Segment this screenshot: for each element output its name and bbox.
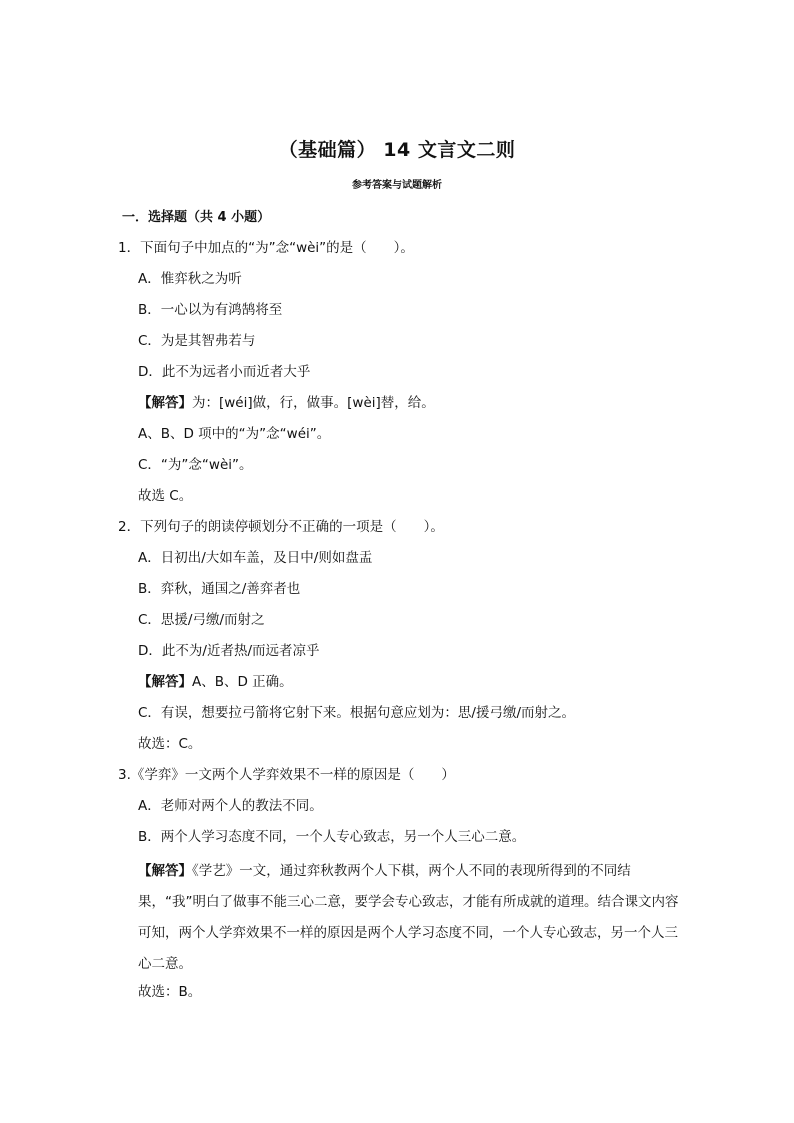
analysis-tag: 【解答】 xyxy=(138,863,192,879)
analysis-line: 故选：C。 xyxy=(138,736,202,752)
page-subtitle: 参考答案与试题解析 xyxy=(352,180,442,191)
analysis-line: C．“为”念“wèi”。 xyxy=(138,457,253,473)
answer-option: B．两个人学习态度不同，一个人专心致志，另一个人三心二意。 xyxy=(138,829,526,845)
answer-option: C．思援/弓缴/而射之 xyxy=(138,612,265,628)
answer-option: D．此不为远者小而近者大乎 xyxy=(138,364,311,380)
analysis-line xyxy=(118,391,688,422)
analysis-line: 故选：B。 xyxy=(138,984,202,1000)
analysis-text: A、B、D 正确。 xyxy=(192,674,293,690)
page-title: （基础篇） 14 文言文二则 xyxy=(278,139,516,161)
analysis-line: A、B、D 项中的“为”念“wéi”。 xyxy=(138,426,331,442)
answer-option: B．弈秋，通国之/善弈者也 xyxy=(138,581,301,597)
analysis-text: 《学艺》一文，通过弈秋教两个人下棋，两个人不同的表现所得到的不同结果，“我”明白了做事不能三心二意，要学会专心致志，才能有所成就的道理。结合课文内容可知，两个人学弈效果不一样的原因是两个人学习态度不同，一个人专心致志，另一个人三心二意。 xyxy=(138,863,679,972)
question-stem: 2．下列句子的朗读停顿划分不正确的一项是（ ）。 xyxy=(118,519,444,535)
analysis-text: 为：[wéi]做，行，做事。[wèi]替，给。 xyxy=(192,395,435,411)
answer-option: A．老师对两个人的教法不同。 xyxy=(138,798,323,814)
analysis-line xyxy=(118,670,688,701)
answer-option: D．此不为/近者热/而远者凉乎 xyxy=(138,643,320,659)
analysis-tag: 【解答】 xyxy=(138,395,192,411)
question-stem: 3.《学弈》一文两个人学弈效果不一样的原因是（ ） xyxy=(118,767,455,783)
analysis-paragraph xyxy=(118,856,688,980)
analysis-line: C．有误，想要拉弓箭将它射下来。根据句意应划为：思/援弓缴/而射之。 xyxy=(138,705,576,721)
answer-option: C．为是其智弗若与 xyxy=(138,333,256,349)
question-stem: 1．下面句子中加点的“为”念“wèi”的是（ ）。 xyxy=(118,240,414,256)
analysis-tag: 【解答】 xyxy=(138,674,192,690)
section-heading: 一．选择题（共 4 小题） xyxy=(122,210,271,225)
answer-option: A．日初出/大如车盖，及日中/则如盘盂 xyxy=(138,550,373,566)
answer-option: B．一心以为有鸿鹄将至 xyxy=(138,302,283,318)
question-list xyxy=(118,236,688,1011)
answer-option: A．惟弈秋之为听 xyxy=(138,271,242,287)
analysis-line: 故选 C。 xyxy=(138,488,193,504)
